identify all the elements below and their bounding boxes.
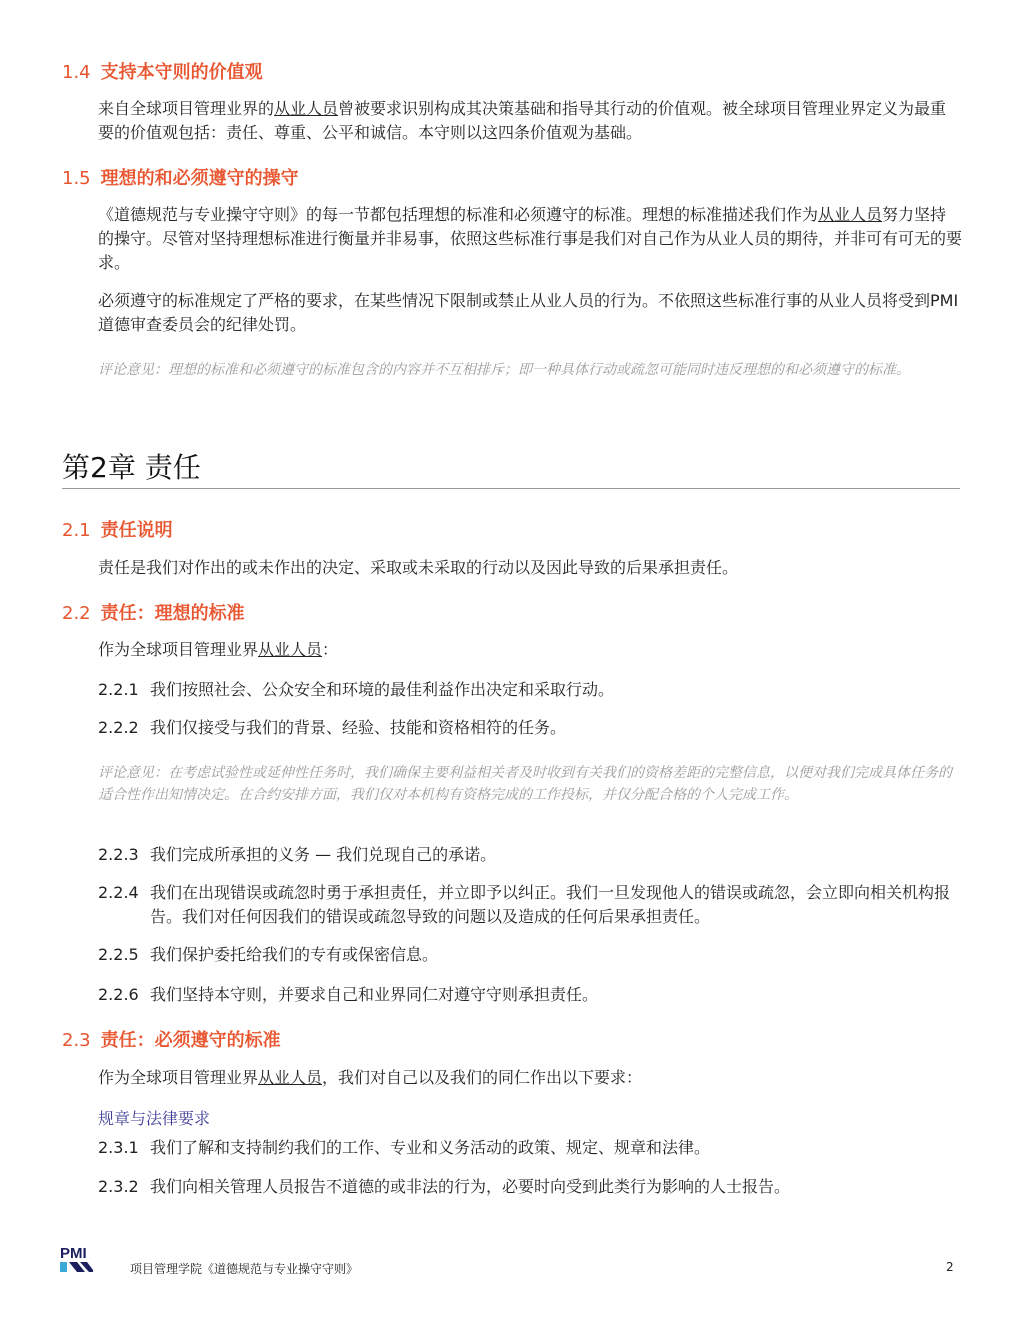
- text-run: 作为全球项目管理业界: [98, 640, 259, 659]
- paragraph-2-1: 责任是我们对作出的或未作出的决定、采取或未采取的行动以及因此导致的后果承担责任。: [98, 558, 739, 577]
- subheading-regulations: 规章与法律要求: [98, 1109, 211, 1128]
- text-run: 努力坚持的操守。尽管对坚持理想标准进行衡量并非易事，依照这些标准行事是我们对自己作为从业人员的期待，并非可有可无的要求。: [98, 205, 963, 272]
- paragraph-1-5-mandatory: 必须遵守的标准规定了严格的要求，在某些情况下限制或禁止从业人员的行为。不依照这些标准行事的从业人员将受到PMI道德审查委员会的纪律处罚。: [98, 291, 959, 334]
- item-text: 我们完成所承担的义务 — 我们兑现自己的承诺。: [150, 845, 497, 864]
- item-text: 我们向相关管理人员报告不道德的或非法的行为，必要时向受到此类行为影响的人士报告。: [150, 1177, 791, 1196]
- paragraph-2-2: [98, 638, 962, 662]
- pmi-logo-lettering: PMI: [60, 1245, 87, 1262]
- section-title: 责任：理想的标准: [100, 603, 245, 624]
- item-text: 我们了解和支持制约我们的工作、专业和义务活动的政策、规定、规章和法律。: [150, 1138, 711, 1157]
- text-run: ：: [322, 640, 339, 659]
- item-number: 2.2.1: [98, 680, 139, 699]
- list-item-2-3-2: [98, 1175, 962, 1199]
- chapter-title: 第2章 责任: [62, 451, 201, 484]
- item-number: 2.2.6: [98, 985, 139, 1004]
- chapter-divider: [62, 488, 960, 489]
- item-number: 2.2.2: [98, 718, 139, 737]
- practitioner-link[interactable]: 从业人员: [258, 640, 323, 659]
- text-run: 《道德规范与专业操守守则》的每一节都包括理想的标准和必须遵守的标准。理想的标准描述我们作为: [98, 205, 819, 224]
- item-text: 我们仅接受与我们的背景、经验、技能和资格相符的任务。: [150, 718, 567, 737]
- list-item-2-2-4: [98, 881, 962, 929]
- section-title: 责任：必须遵守的标准: [100, 1030, 281, 1051]
- list-item-2-2-3: [98, 843, 962, 867]
- item-number: 2.3.1: [98, 1138, 139, 1157]
- item-text: 我们按照社会、公众安全和环境的最佳利益作出决定和采取行动。: [150, 680, 615, 699]
- practitioner-link[interactable]: 从业人员: [274, 99, 339, 118]
- item-text: 我们在出现错误或疏忽时勇于承担责任，并立即予以纠正。我们一旦发现他人的错误或疏忽，会立即向相关机构报告。我们对任何因我们的错误或疏忽导致的问题以及造成的任何后果承担责任。: [150, 883, 951, 926]
- section-title: 支持本守则的价值观: [100, 62, 263, 83]
- page-number: 2: [946, 1260, 954, 1274]
- section-number: 1.5: [62, 168, 91, 189]
- section-heading-2-3: [62, 1026, 281, 1052]
- text-run: ，我们对自己以及我们的同仁作出以下要求：: [322, 1068, 643, 1087]
- paragraph-2-3: [98, 1066, 962, 1090]
- text-run: 曾被要求识别构成其决策基础和指导其行动的价值观。被全球项目管理业界定义为最重要的价值观包括：责任、尊重、公平和诚信。本守则以这四条价值观为基础。: [98, 99, 947, 142]
- list-item-2-3-1: [98, 1136, 962, 1160]
- section-title: 理想的和必须遵守的操守: [100, 168, 299, 189]
- comment-2-2: 评论意见：在考虑试验性或延伸性任务时，我们确保主要利益相关者及时收到有关我们的资格差距的完整信息，以便对我们完成具体任务的适合性作出知情决定。在合约安排方面，我们仅对本机构有资格完成的工作投标，并仅分配合格的个人完成工作。: [98, 765, 952, 803]
- item-text: 我们保护委托给我们的专有或保密信息。: [150, 945, 439, 964]
- section-heading-2-2: [62, 599, 245, 625]
- item-number: 2.2.3: [98, 845, 139, 864]
- section-title: 责任说明: [100, 520, 173, 541]
- section-heading-1-5: [62, 164, 299, 190]
- item-number: 2.2.5: [98, 945, 139, 964]
- practitioner-link[interactable]: 从业人员: [818, 205, 883, 224]
- section-number: 2.2: [62, 603, 91, 624]
- list-item-2-2-6: [98, 983, 962, 1007]
- footer-document-title: 项目管理学院《道德规范与专业操守守则》: [130, 1262, 359, 1276]
- section-number: 2.3: [62, 1030, 91, 1051]
- section-number: 2.1: [62, 520, 91, 541]
- paragraph-1-5-aspirational: [98, 203, 962, 275]
- practitioner-link[interactable]: 从业人员: [258, 1068, 323, 1087]
- list-item-2-2-1: [98, 678, 962, 702]
- item-text: 我们坚持本守则，并要求自己和业界同仁对遵守守则承担责任。: [150, 985, 599, 1004]
- text-run: 作为全球项目管理业界: [98, 1068, 259, 1087]
- section-heading-2-1: [62, 516, 173, 542]
- paragraph-1-4: [98, 97, 962, 145]
- item-number: 2.3.2: [98, 1177, 139, 1196]
- list-item-2-2-2: [98, 716, 962, 740]
- list-item-2-2-5: [98, 943, 962, 967]
- item-number: 2.2.4: [98, 883, 139, 902]
- section-heading-1-4: [62, 58, 263, 84]
- comment-1-5: 评论意见：理想的标准和必须遵守的标准包含的内容并不互相排斥；即一种具体行动或疏忽可能同时违反理想的和必须遵守的标准。: [98, 362, 910, 378]
- section-number: 1.4: [62, 62, 91, 83]
- pmi-logo: [60, 1244, 94, 1274]
- text-run: 来自全球项目管理业界的: [98, 99, 275, 118]
